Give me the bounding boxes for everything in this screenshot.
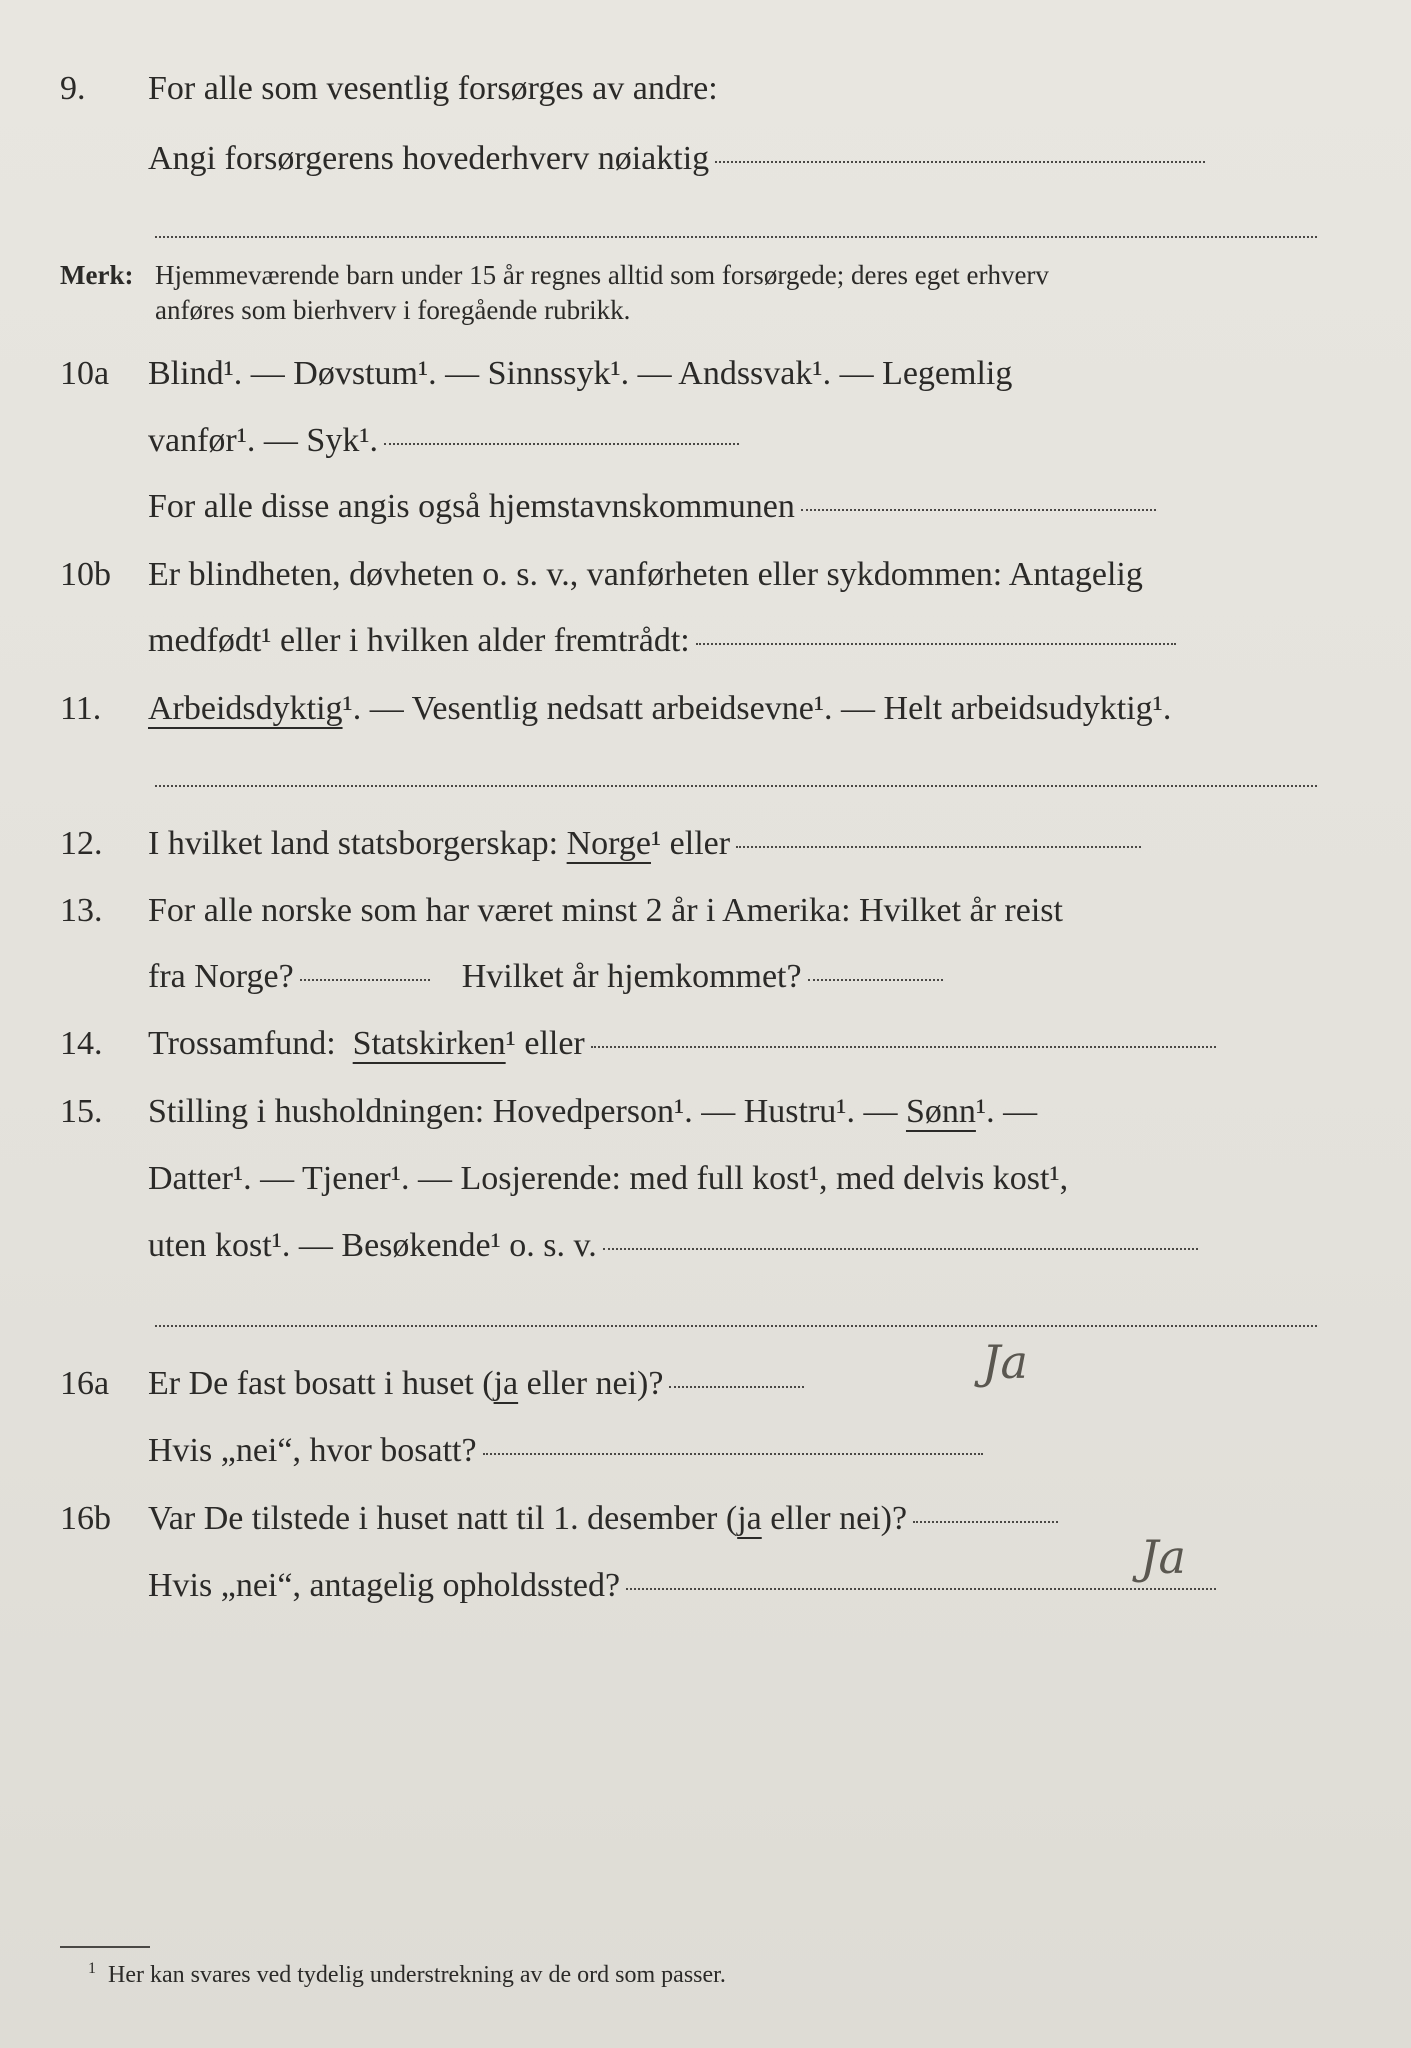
- q13-number: 13.: [60, 892, 103, 929]
- q16a-number: 16a: [60, 1365, 110, 1402]
- q12-answer-field[interactable]: [736, 845, 1141, 848]
- q16a-answer-field[interactable]: [669, 1385, 804, 1388]
- q10a-answer-field[interactable]: [384, 442, 739, 445]
- q10b-number: 10b: [60, 556, 111, 593]
- q15-line1: Stilling i husholdningen: Hovedperson¹. — Hustru¹. — Sønn ¹. —: [148, 1093, 1038, 1130]
- q11-number: 11.: [60, 690, 102, 727]
- q10a-line3: For alle disse angis også hjemstavnskommunen: [148, 488, 1156, 526]
- q12-line: I hvilket land statsborgerskap: Norge ¹ eller: [148, 825, 1141, 863]
- q10a-number: 10a: [60, 355, 110, 392]
- q10a-line1: Blind¹. — Døvstum¹. — Sinnssyk¹. — Andssvak¹. — Legemlig: [148, 355, 1013, 392]
- q16b-handwritten-answer: Ja: [1140, 1530, 1186, 1584]
- q16b-answer-field[interactable]: [913, 1520, 1058, 1523]
- q15-line2: Datter¹. — Tjener¹. — Losjerende: med full kost¹, med delvis kost¹,: [148, 1160, 1069, 1197]
- q16a-line2: Hvis „nei“, hvor bosatt?: [148, 1432, 983, 1470]
- q16b-selected-option[interactable]: ja: [737, 1500, 762, 1537]
- merk-text-2: anføres som bierhverv i foregående rubrikk.: [155, 295, 631, 325]
- q10b-line2: medfødt¹ eller i hvilken alder fremtrådt:: [148, 622, 1176, 660]
- q14-number: 14.: [60, 1025, 103, 1062]
- q9-extra-line[interactable]: [155, 236, 1317, 238]
- q13-line2: fra Norge? Hvilket år hjemkommet?: [148, 958, 943, 996]
- q10a-hometown-field[interactable]: [801, 508, 1156, 511]
- q16a-selected-option[interactable]: ja: [493, 1365, 519, 1402]
- q9-line2: Angi forsørgerens hovederhverv nøiaktig: [148, 140, 1205, 178]
- q14-line: Trossamfund: Statskirken ¹ eller: [148, 1025, 1216, 1063]
- q16a-handwritten-answer: Ja: [982, 1335, 1028, 1389]
- q10b-answer-field[interactable]: [696, 642, 1176, 645]
- q15-answer-field[interactable]: [603, 1247, 1198, 1250]
- q16b-line1: Var De tilstede i huset natt til 1. desember ( ja eller nei)?: [148, 1500, 1058, 1538]
- q13-line1: For alle norske som har været minst 2 år i Amerika: Hvilket år reist: [148, 892, 1063, 929]
- q9-answer-field[interactable]: [715, 160, 1205, 163]
- merk-label: Merk:: [60, 260, 134, 290]
- q15-selected-option[interactable]: Sønn: [905, 1093, 976, 1130]
- q9-number: 9.: [60, 70, 86, 107]
- q12-selected-option[interactable]: Norge: [566, 825, 651, 862]
- q15-line3: uten kost¹. — Besøkende¹ o. s. v.: [148, 1227, 1198, 1265]
- q16b-line2: Hvis „nei“, antagelig opholdssted?: [148, 1567, 1216, 1605]
- q16a-line1: Er De fast bosatt i huset ( ja eller nei)?: [148, 1365, 804, 1403]
- q13-return-field[interactable]: [808, 978, 943, 981]
- footnote-rule: [60, 1946, 150, 1948]
- merk-text-1: Hjemmeværende barn under 15 år regnes alltid som forsørgede; deres eget erhverv: [155, 260, 1049, 290]
- q14-answer-field[interactable]: [591, 1045, 1216, 1048]
- q16b-number: 16b: [60, 1500, 111, 1537]
- q15-extra-line[interactable]: [155, 1325, 1317, 1327]
- q16a-residence-field[interactable]: [483, 1452, 983, 1455]
- q9-title: For alle som vesentlig forsørges av andre:: [148, 70, 718, 107]
- q11-extra-line[interactable]: [155, 785, 1317, 787]
- q13-departure-field[interactable]: [300, 978, 430, 981]
- q12-number: 12.: [60, 825, 103, 862]
- q15-number: 15.: [60, 1093, 103, 1130]
- q11-line: Arbeidsdyktig ¹. — Vesentlig nedsatt arbeidsevne¹. — Helt arbeidsudyktig¹.: [148, 690, 1172, 727]
- q10b-line1: Er blindheten, døvheten o. s. v., vanførheten eller sykdommen: Antagelig: [148, 556, 1143, 593]
- footnote: $^1$ Her kan svares ved tydelig understrekning av de ord som passer.: [88, 1960, 726, 1988]
- q10a-line2: vanfør¹. — Syk¹.: [148, 422, 739, 460]
- q14-selected-option[interactable]: Statskirken: [352, 1025, 506, 1062]
- q16b-location-field[interactable]: [626, 1587, 1216, 1590]
- q11-selected-option[interactable]: Arbeidsdyktig: [148, 690, 343, 727]
